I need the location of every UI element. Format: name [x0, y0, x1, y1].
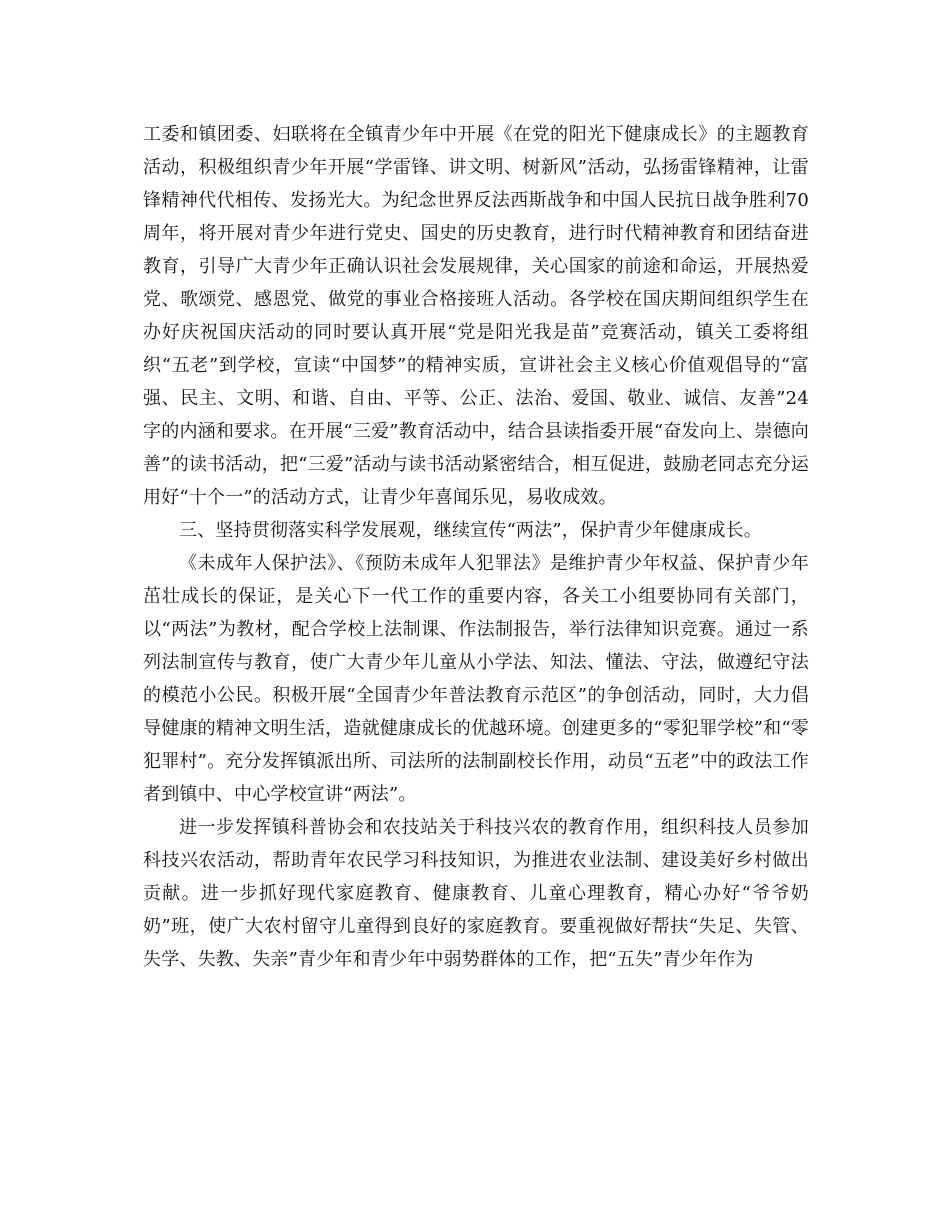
paragraph-science-education: 进一步发挥镇科普协会和农技站关于科技兴农的教育作用，组织科技人员参加科技兴农活动，帮助青年农民学习科技知识，为推进农业法制、建设美好乡村做出贡献。进一步抓好现代家庭教育、健康教育、儿童心理教育，精心办好“爷爷奶奶”班，使广大农村留守儿童得到良好的家庭教育。要重视做好帮扶“失足、失管、失学、失教、失亲”青少年和青少年中弱势群体的工作，把“五失”青少年作为 — [143, 817, 809, 970]
section-heading-three: 三、坚持贯彻落实科学发展观，继续宣传“两法”，保护青少年健康成长。 — [179, 520, 763, 541]
paragraph-continuation: 工委和镇团委、妇联将在全镇青少年中开展《在党的阳光下健康成长》的主题教育活动，积极组织青少年开展“学雷锋、讲文明、树新风”活动，弘扬雷锋精神，让雷锋精神代代相传、发扬光大。为纪念世界反法西斯战争和中国人民抗日战争胜利70周年，将开展对青少年进行党史、国史的历史教育，进行时代精神教育和团结奋进教育，引导广大青少年正确认识社会发展规律，关心国家的前途和命运，开展热爱党、歌颂党、感恩党、做党的事业合格接班人活动。各学校在国庆期间组织学生在办好庆祝国庆活动的同时要认真开展“党是阳光我是苗”竞赛活动，镇关工委将组织“五老”到学校，宣读“中国梦”的精神实质，宣讲社会主义核心价值观倡导的“富强、民主、文明、和谐、自由、平等、公正、法治、爱国、敬业、诚信、友善”24字的内涵和要求。在开展“三爱”教育活动中，结合县读指委开展“奋发向上、崇德向善”的读书活动，把“三爱”活动与读书活动紧密结合，相互促进，鼓励老同志充分运用好“十个一”的活动方式，让青少年喜闻乐见，易收成效。 — [143, 124, 809, 508]
paragraph-laws: 《未成年人保护法》、《预防未成年人犯罪法》是维护青少年权益、保护青少年茁壮成长的保证，是关心下一代工作的重要内容，各关工小组要协同有关部门，以“两法”为教材，配合学校上法制课、作法制报告，举行法律知识竞赛。通过一系列法制宣传与教育，使广大青少年儿童从小学法、知法、懂法、守法，做遵纪守法的模范小公民。积极开展“全国青少年普法教育示范区”的争创活动，同时，大力倡导健康的精神文明生活，造就健康成长的优越环境。创建更多的“零犯罪学校”和“零犯罪村”。充分发挥镇派出所、司法所的法制副校长作用，动员“五老”中的政法工作者到镇中、中心学校宣讲“两法”。 — [143, 553, 809, 805]
document-body — [143, 118, 809, 976]
